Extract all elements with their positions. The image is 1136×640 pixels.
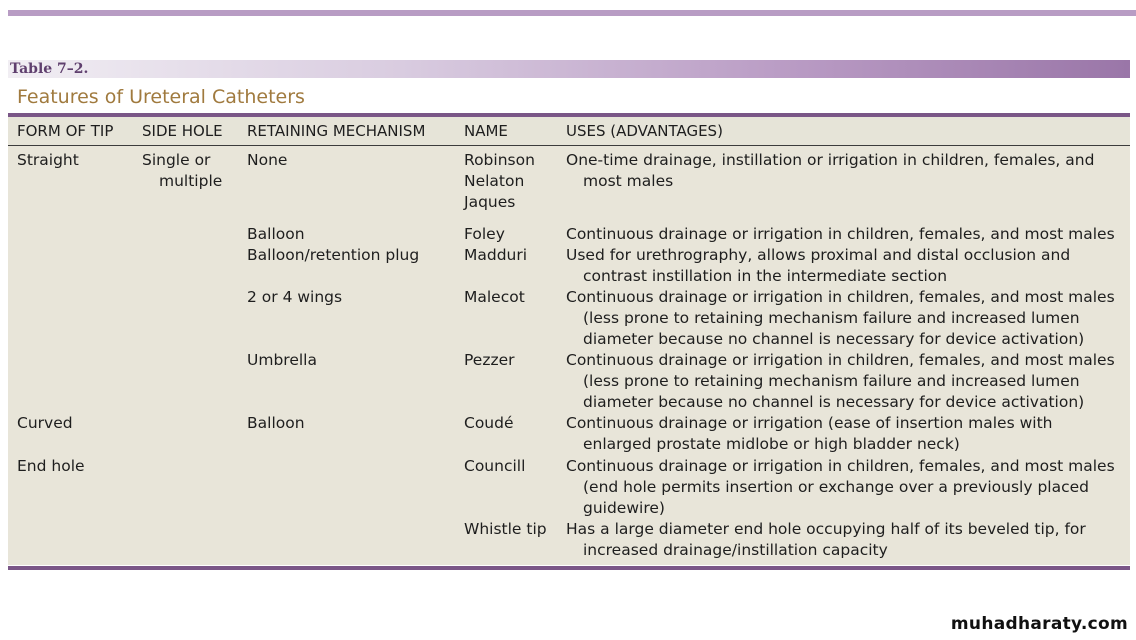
cell-line: (end hole permits insertion or exchange over a previously placed: [583, 478, 1089, 496]
cell-line: Nelaton: [464, 172, 525, 190]
cell-line: (less prone to retaining mechanism failure and increased lumen: [583, 309, 1080, 327]
cell-line: contrast instillation in the intermediate section: [583, 267, 948, 285]
cell-line: diameter because no channel is necessary for device activation): [583, 393, 1085, 411]
header-form-of-tip: FORM OF TIP: [17, 122, 114, 140]
cell-uses: Continuous drainage or irrigation in children, females, and most males: [566, 225, 1115, 243]
cell-side-hole: [142, 150, 222, 192]
cell-form-straight: Straight: [17, 151, 79, 169]
cell-line: diameter because no channel is necessary for device activation): [583, 330, 1085, 348]
cell-line: One-time drainage, instillation or irrigation in children, females, and: [566, 151, 1095, 169]
cell-retaining-balloon: Balloon: [247, 225, 305, 243]
site-watermark: muhadharaty.com: [950, 614, 1128, 634]
table-bottom-rule: [8, 566, 1130, 570]
cell-line: Has a large diameter end hole occupying half of its beveled tip, for: [566, 520, 1086, 538]
table-label: Table 7–2.: [10, 61, 89, 77]
cell-name-whistle-tip: Whistle tip: [464, 520, 547, 538]
cell-uses: [566, 350, 1115, 413]
cell-line: most males: [583, 172, 674, 190]
cell-line: Single or: [142, 151, 211, 169]
cell-line: Continuous drainage or irrigation in children, females, and most males: [566, 288, 1115, 306]
cell-name: [464, 150, 535, 213]
cell-name-pezzer: Pezzer: [464, 351, 515, 369]
cell-name-coude: Coudé: [464, 414, 514, 432]
header-retaining-mechanism: RETAINING MECHANISM: [247, 122, 426, 140]
cell-line: multiple: [159, 172, 223, 190]
cell-uses: [566, 245, 1070, 287]
cell-line: Jaques: [464, 193, 516, 211]
cell-retaining-wings: 2 or 4 wings: [247, 288, 343, 306]
cell-retaining-umbrella: Umbrella: [247, 351, 317, 369]
cell-line: Continuous drainage or irrigation (ease of insertion males with: [566, 414, 1053, 432]
table-label-band: [8, 60, 1130, 78]
cell-uses: [566, 456, 1115, 519]
cell-uses: [566, 287, 1115, 350]
cell-retaining-none: None: [247, 151, 288, 169]
cell-retaining-balloon: Balloon: [247, 414, 305, 432]
cell-line: Continuous drainage or irrigation in children, females, and most males: [566, 351, 1115, 369]
header-side-hole: SIDE HOLE: [142, 122, 223, 140]
cell-line: enlarged prostate midlobe or high bladder neck): [583, 435, 960, 453]
table-title: Features of Ureteral Catheters: [17, 86, 305, 108]
cell-uses: [566, 150, 1094, 192]
header-uses: USES (ADVANTAGES): [566, 122, 723, 140]
cell-retaining-balloon-plug: Balloon/retention plug: [247, 246, 420, 264]
cell-name-malecot: Malecot: [464, 288, 525, 306]
cell-name-councill: Councill: [464, 457, 526, 475]
cell-line: Continuous drainage or irrigation in children, females, and most males: [566, 457, 1115, 475]
cell-form-end-hole: End hole: [17, 457, 85, 475]
cell-line: increased drainage/instillation capacity: [583, 541, 888, 559]
cell-line: Used for urethrography, allows proximal and distal occlusion and: [566, 246, 1071, 264]
cell-name-madduri: Madduri: [464, 246, 528, 264]
cell-uses: [566, 413, 1052, 455]
top-page-rule: [8, 10, 1136, 16]
cell-line: guidewire): [583, 499, 665, 517]
cell-uses: [566, 519, 1086, 561]
cell-name-foley: Foley: [464, 225, 505, 243]
cell-form-curved: Curved: [17, 414, 73, 432]
cell-line: Robinson: [464, 151, 535, 169]
cell-line: (less prone to retaining mechanism failure and increased lumen: [583, 372, 1080, 390]
header-name: NAME: [464, 122, 508, 140]
